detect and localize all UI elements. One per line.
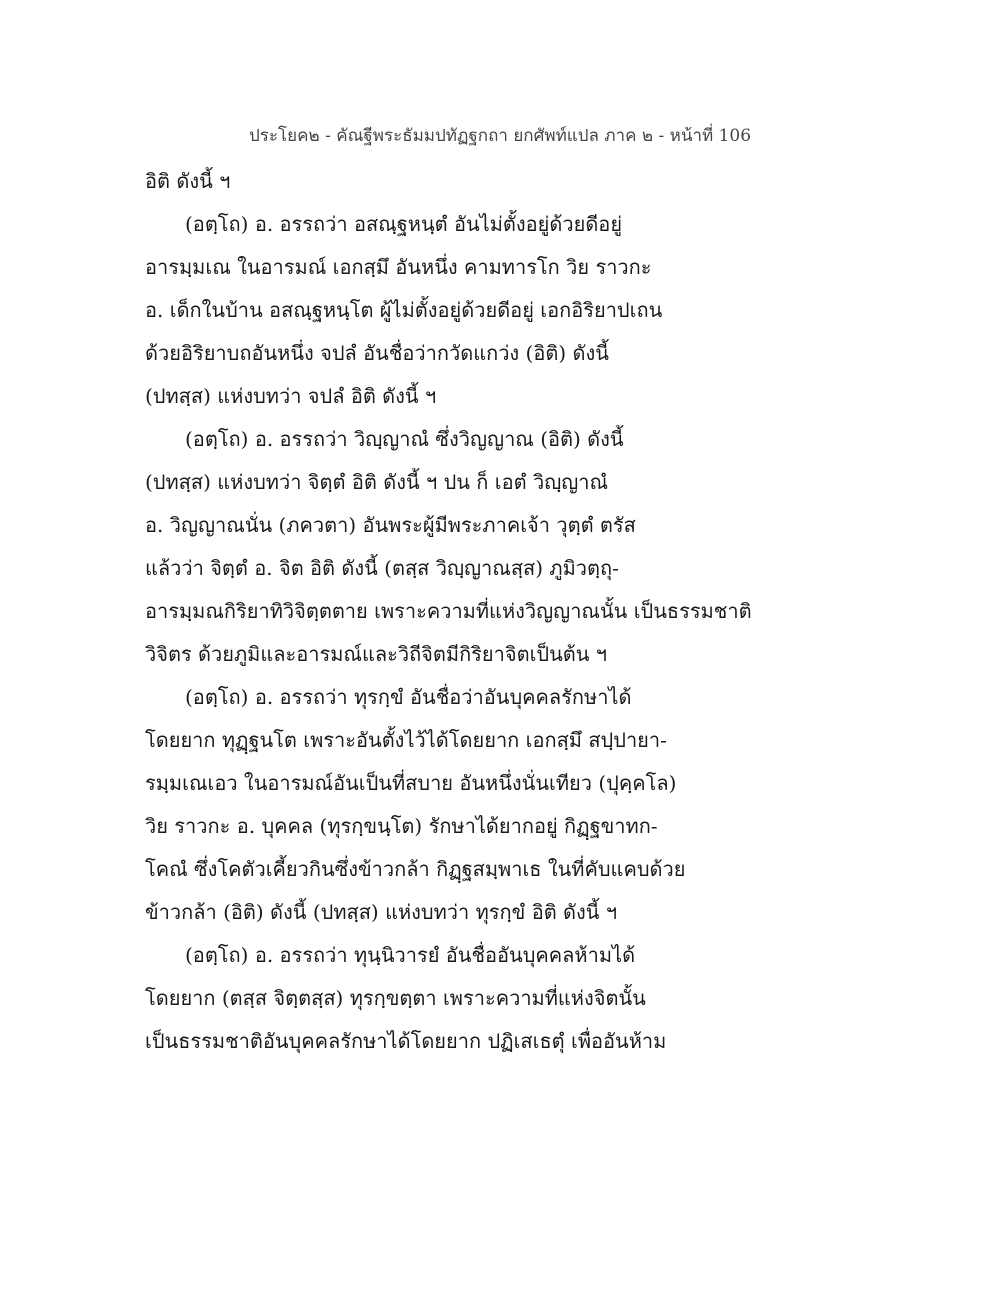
text-line: อ. เด็กในบ้าน อสณฺฐหนฺโต ผู้ไม่ตั้งอยู่ด้วยดีอยู่ เอกอิริยาปเถน bbox=[145, 298, 663, 322]
text-line: โดยยาก (ตสฺส จิตฺตสฺส) ทุรกฺขตฺตา เพราะความที่แห่งจิตนั้น bbox=[145, 986, 646, 1010]
text-line: (อตฺโถ) อ. อรรถว่า ทุนฺนิวารยํ อันชื่ออันบุคคลห้ามได้ bbox=[185, 943, 636, 967]
text-line: วิย ราวกะ อ. บุคคล (ทุรกฺขนฺโต) รักษาได้ยากอยู่ กิฏฺฐขาทก- bbox=[145, 814, 658, 838]
text-line: (อตฺโถ) อ. อรรถว่า ทุรกฺขํ อันชื่อว่าอันบุคคลรักษาได้ bbox=[185, 685, 632, 709]
body-text bbox=[145, 160, 885, 1063]
text-line: วิจิตร ด้วยภูมิและอารมณ์และวิถีจิตมีกิริยาจิตเป็นต้น ฯ bbox=[145, 642, 608, 666]
text-line: โดยยาก ทุฏฺฐนโต เพราะอันตั้งไว้ได้โดยยาก เอกสฺมึ สปฺปายา- bbox=[145, 728, 667, 752]
text-line: อ. วิญญาณนั่น (ภควตา) อันพระผู้มีพระภาคเจ้า วุตฺตํ ตรัส bbox=[145, 513, 636, 537]
text-line: ข้าวกล้า (อิติ) ดังนี้ (ปทสฺส) แห่งบทว่า ทุรกฺขํ อิติ ดังนี้ ฯ bbox=[145, 900, 618, 924]
text-line: ด้วยอิริยาบถอันหนึ่ง จปลํ อันชื่อว่ากวัดแกว่ง (อิติ) ดังนี้ bbox=[145, 341, 609, 365]
text-line: เป็นธรรมชาติอันบุคคลรักษาได้โดยยาก ปฏิเสเธตุํ เพื่ออันห้าม bbox=[145, 1029, 667, 1053]
text-line: แล้วว่า จิตฺตํ อ. จิต อิติ ดังนี้ (ตสฺส วิญฺญาณสฺส) ภูมิวตฺถุ- bbox=[145, 556, 619, 580]
text-line: อารมฺมณกิริยาทิวิจิตฺตตาย เพราะความที่แห่งวิญญาณนั้น เป็นธรรมชาติ bbox=[145, 599, 752, 623]
text-line: (อตฺโถ) อ. อรรถว่า วิญฺญาณํ ซึ่งวิญญาณ (อิติ) ดังนี้ bbox=[185, 427, 624, 451]
text-line: (ปทสฺส) แห่งบทว่า จปลํ อิติ ดังนี้ ฯ bbox=[145, 384, 437, 408]
page-header: ประโยค๒ - คัณฐีพระธัมมปทัฏฐกถา ยกศัพท์แปล ภาค ๒ - หน้าที่ 106 bbox=[248, 126, 752, 146]
text-line: (อตฺโถ) อ. อรรถว่า อสณฺฐหนฺตํ อันไม่ตั้งอยู่ด้วยดีอยู่ bbox=[185, 212, 623, 236]
text-line: อารมฺมเณ ในอารมณ์ เอกสฺมึ อันหนึ่ง คามทารโก วิย ราวกะ bbox=[145, 255, 652, 279]
text-line: (ปทสฺส) แห่งบทว่า จิตฺตํ อิติ ดังนี้ ฯ ปน ก็ เอตํ วิญฺญาณํ bbox=[145, 470, 609, 494]
text-line: รมฺมเณเอว ในอารมณ์อันเป็นที่สบาย อันหนึ่งนั่นเทียว (ปุคฺคโล) bbox=[145, 771, 677, 795]
text-line: โคณํ ซึ่งโคตัวเคี้ยวกินซึ่งข้าวกล้า กิฏฺฐสมฺพาเธ ในที่คับแคบด้วย bbox=[145, 857, 686, 881]
text-line: อิติ ดังนี้ ฯ bbox=[145, 169, 231, 193]
